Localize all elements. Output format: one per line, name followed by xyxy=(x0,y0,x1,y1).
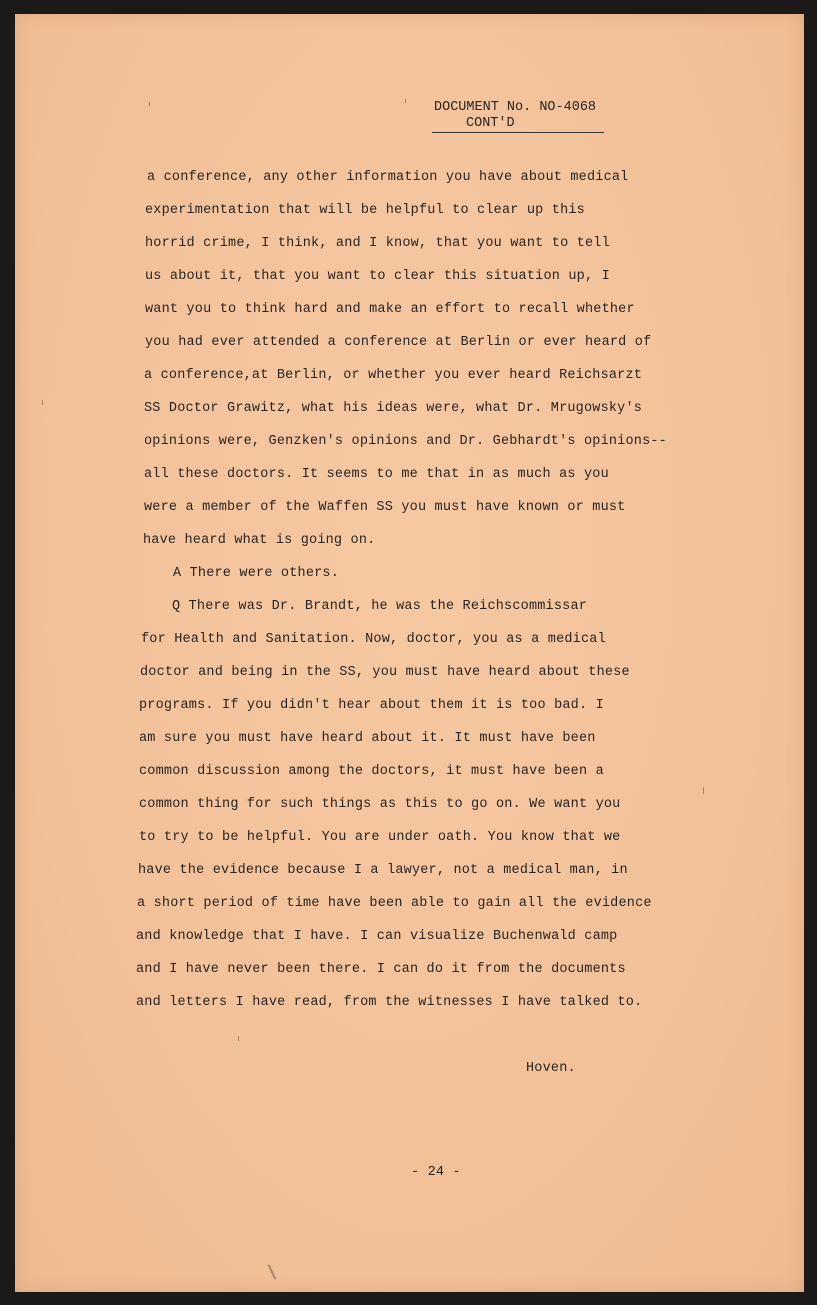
body-line: and I have never been there. I can do it from the documents xyxy=(136,962,626,977)
signature: Hoven. xyxy=(526,1061,576,1076)
document-page xyxy=(15,14,804,1292)
body-line: want you to think hard and make an effort to recall whether xyxy=(145,302,635,317)
body-line: common discussion among the doctors, it must have been a xyxy=(139,764,604,779)
body-line: programs. If you didn't hear about them it is too bad. I xyxy=(139,698,604,713)
body-line: and knowledge that I have. I can visualize Buchenwald camp xyxy=(136,929,618,944)
answer-line: A There were others. xyxy=(173,566,340,581)
body-line: were a member of the Waffen SS you must have known or must xyxy=(144,500,626,515)
body-line: doctor and being in the SS, you must have heard about these xyxy=(140,665,630,680)
paper-speck xyxy=(238,1036,239,1041)
body-line: and letters I have read, from the witnesses I have talked to. xyxy=(136,995,643,1010)
question-line: Q There was Dr. Brandt, he was the Reichscommissar xyxy=(172,599,588,614)
body-line: a conference,at Berlin, or whether you ever heard Reichsarzt xyxy=(144,368,643,383)
page-number: - 24 - xyxy=(411,1165,461,1180)
body-line: common thing for such things as this to go on. We want you xyxy=(139,797,621,812)
body-line: experimentation that will be helpful to clear up this xyxy=(145,203,585,218)
paper-speck xyxy=(405,99,406,103)
body-line: have heard what is going on. xyxy=(143,533,376,548)
body-line: have the evidence because I a lawyer, not a medical man, in xyxy=(138,863,628,878)
body-line: horrid crime, I think, and I know, that you want to tell xyxy=(145,236,610,251)
body-line: opinions were, Genzken's opinions and Dr. Gebhardt's opinions-- xyxy=(144,434,667,449)
paper-speck xyxy=(268,1264,277,1279)
body-line: all these doctors. It seems to me that in as much as you xyxy=(144,467,609,482)
body-line: to try to be helpful. You are under oath. You know that we xyxy=(139,830,621,845)
body-line: a short period of time have been able to gain all the evidence xyxy=(137,896,652,911)
document-number: DOCUMENT No. NO-4068 xyxy=(434,100,597,115)
body-line: for Health and Sanitation. Now, doctor, you as a medical xyxy=(141,632,606,647)
paper-speck xyxy=(149,102,150,106)
body-line: am sure you must have heard about it. It must have been xyxy=(139,731,596,746)
header-underline xyxy=(432,132,604,133)
paper-speck xyxy=(42,400,43,405)
paper-speck xyxy=(703,787,704,794)
body-line: SS Doctor Grawitz, what his ideas were, what Dr. Mrugowsky's xyxy=(144,401,643,416)
body-line: you had ever attended a conference at Berlin or ever heard of xyxy=(145,335,652,350)
continued-label: CONT'D xyxy=(466,116,515,131)
body-line: us about it, that you want to clear this situation up, I xyxy=(145,269,610,284)
body-line: a conference, any other information you have about medical xyxy=(147,170,629,185)
